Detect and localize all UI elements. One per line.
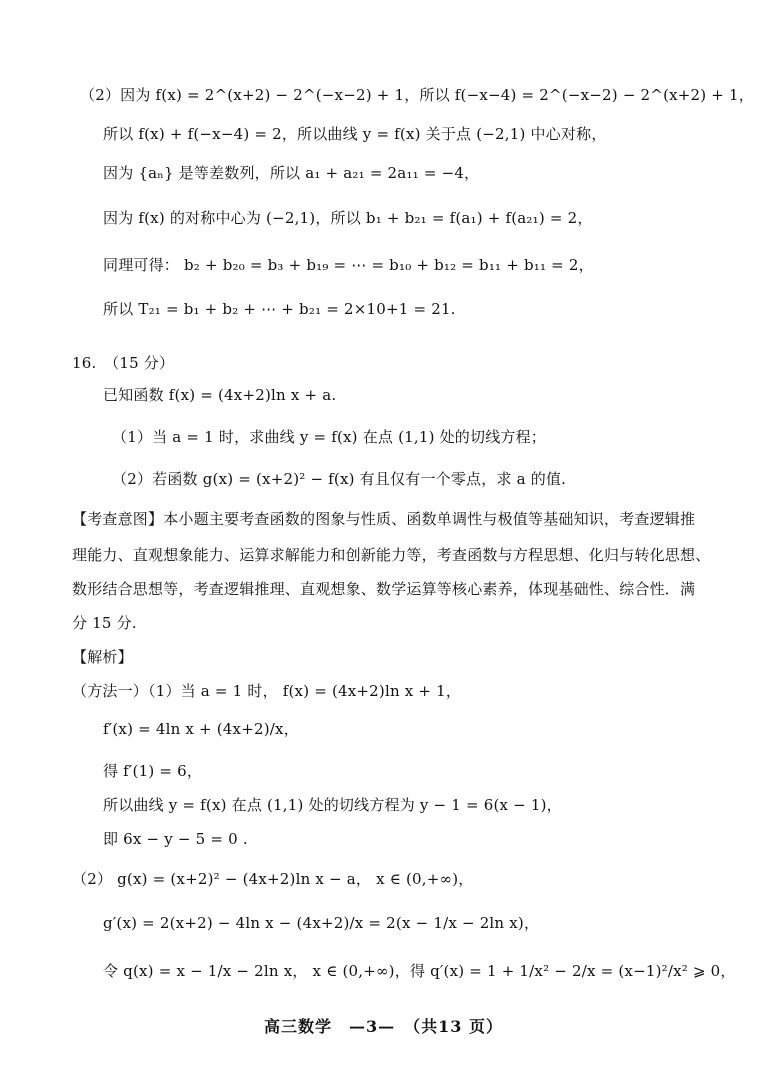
intent-line4: 分 15 分. xyxy=(72,614,137,632)
part2-line6: 所以 T₂₁ = b₁ + b₂ + ⋯ + b₂₁ = 2×10+1 = 21. xyxy=(103,300,456,318)
method1-line5: 即 6x − y − 5 = 0 . xyxy=(103,830,248,848)
question-sub2: （2）若函数 g(x) = (x+2)² − f(x) 有且仅有一个零点，求 a 的值. xyxy=(112,470,567,488)
method1-line2: f′(x) = 4ln x + (4x+2)/x， xyxy=(103,720,299,738)
question-sub1: （1）当 a = 1 时，求曲线 y = f(x) 在点 (1,1) 处的切线方程； xyxy=(112,428,546,446)
analysis-header: 【解析】 xyxy=(72,648,133,666)
intent-line2: 理能力、直观想象能力、运算求解能力和创新能力等，考查函数与方程思想、化归与转化思想、 xyxy=(72,546,711,564)
part2-analysis-line2: g′(x) = 2(x+2) − 4ln x − (4x+2)/x = 2(x − 1/x − 2ln x)， xyxy=(103,914,540,932)
intent-line3: 数形结合思想等，考查逻辑推理、直观想象、数学运算等核心素养，体现基础性、综合性．满 xyxy=(72,580,696,598)
method1-line3: 得 f′(1) = 6， xyxy=(103,762,203,780)
question-number: 16. （15 分） xyxy=(72,354,175,372)
intent-line1: 【考查意图】本小题主要考查函数的图象与性质、函数单调性与极值等基础知识，考查逻辑推 xyxy=(72,510,696,528)
page-footer: 高三数学 —3— （共13 页） xyxy=(264,1017,503,1036)
question-given: 已知函数 f(x) = (4x+2)ln x + a. xyxy=(103,386,337,404)
part2-analysis-line1: （2） g(x) = (x+2)² − (4x+2)ln x − a， x ∈ (0,+∞)， xyxy=(72,870,474,888)
part2-line4: 因为 f(x) 的对称中心为 (−2,1)，所以 b₁ + b₂₁ = f(a₁) + f(a₂₁) = 2， xyxy=(103,209,593,227)
part2-line3: 因为 {aₙ} 是等差数列，所以 a₁ + a₂₁ = 2a₁₁ = −4， xyxy=(103,164,480,182)
part2-line1: （2）因为 f(x) = 2^(x+2) − 2^(−x−2) + 1，所以 f(−x−4) = 2^(−x−2) − 2^(x+2) + 1， xyxy=(80,86,754,104)
part2-line5: 同理可得： b₂ + b₂₀ = b₃ + b₁₉ = ⋯ = b₁₀ + b₁₂ = b₁₁ + b₁₁ = 2， xyxy=(103,256,594,274)
method1-line1: （方法一）（1）当 a = 1 时， f(x) = (4x+2)ln x + 1， xyxy=(72,682,462,700)
part2-analysis-line3: 令 q(x) = x − 1/x − 2ln x， x ∈ (0,+∞)，得 q′(x) = 1 + 1/x² − 2/x = (x−1)²/x² ⩾ 0， xyxy=(103,962,736,980)
part2-line2: 所以 f(x) + f(−x−4) = 2，所以曲线 y = f(x) 关于点 (−2,1) 中心对称， xyxy=(103,125,607,143)
method1-line4: 所以曲线 y = f(x) 在点 (1,1) 处的切线方程为 y − 1 = 6(x − 1)， xyxy=(103,796,562,814)
